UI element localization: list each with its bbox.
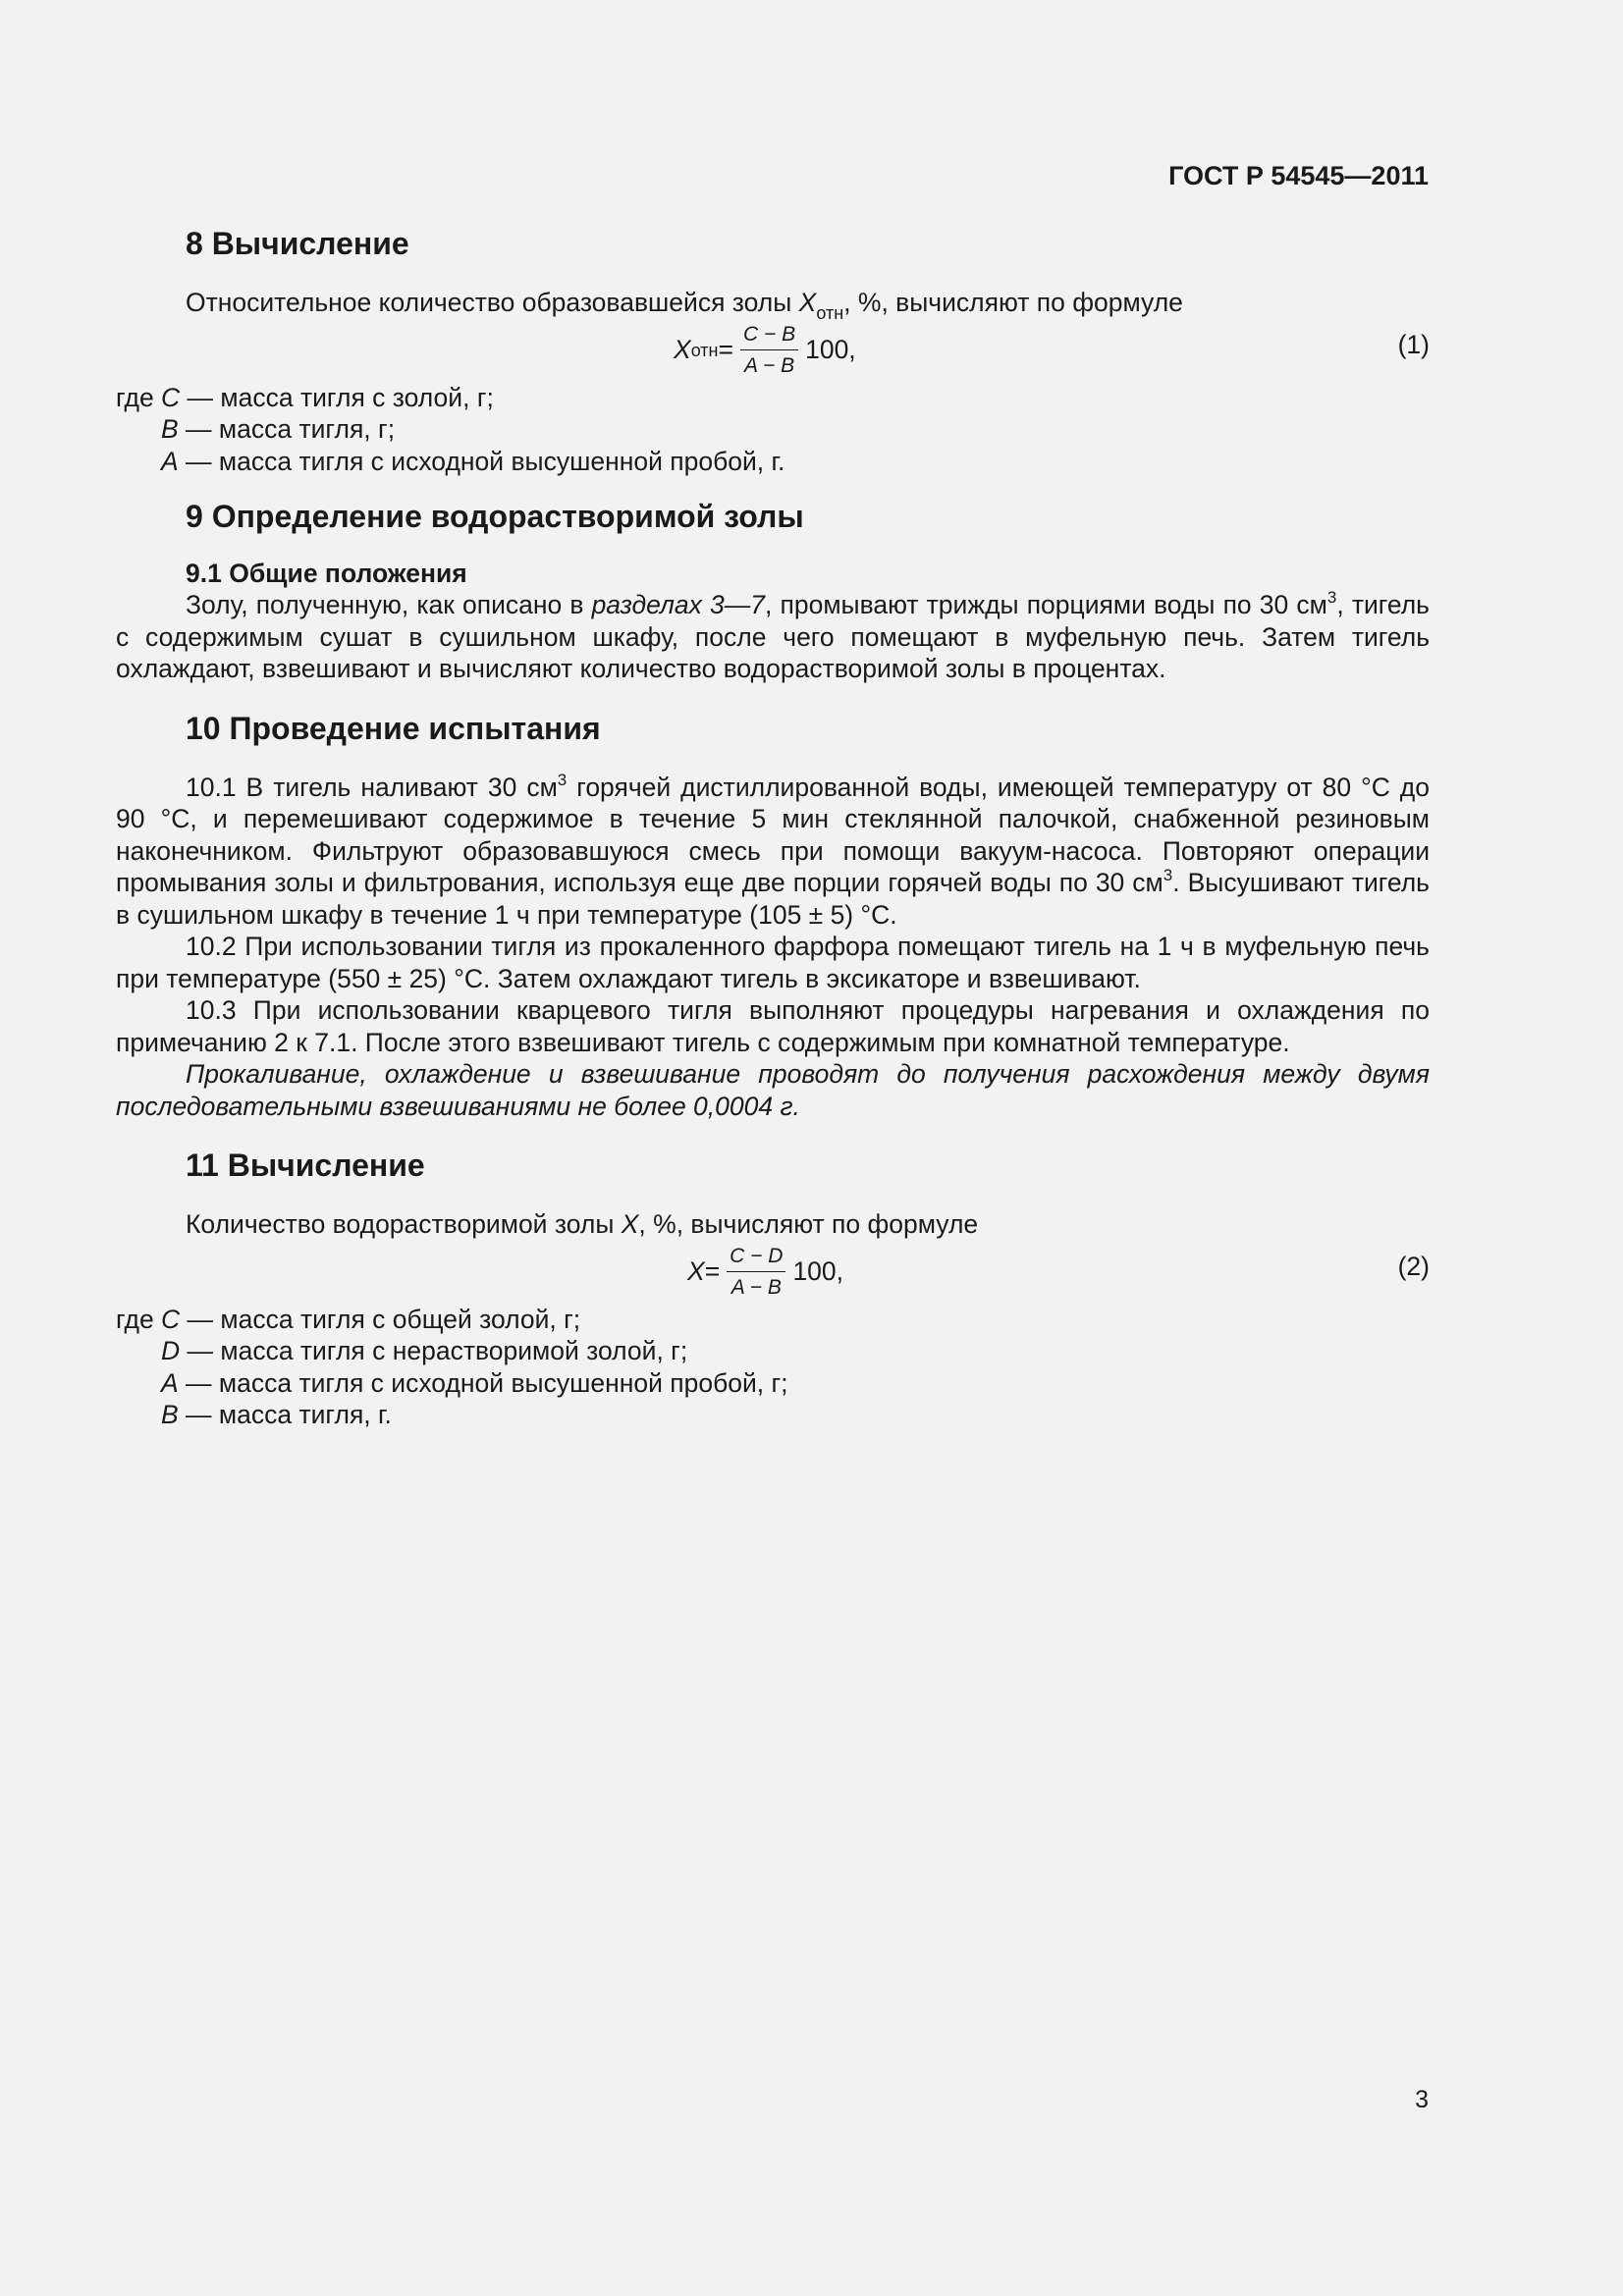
variable-symbol: X [798, 288, 817, 317]
legend-symbol: C [161, 382, 181, 412]
document-id-header: ГОСТ Р 54545—2011 [1168, 161, 1429, 190]
variable-subscript: отн [816, 303, 844, 323]
section-reference: разделах 3—7 [591, 590, 766, 619]
section-9-paragraph [116, 589, 1430, 685]
intro-text: Относительное количество образовавшейся золы [186, 288, 799, 317]
equals-sign: = [718, 335, 733, 365]
paragraph-text: , промывают трижды порциями воды по 30 см [765, 590, 1327, 619]
paragraph-text: горячей дистиллированной воды, имеющей температуру от 80 °С до 90 °С, и перемешивают содержимое в течение 5 мин стеклянной палочкой, снабженной резиновым наконечником. Фильтруют образовавшуюся смесь при помощи вакуум-насоса. Повторяют операции промывания золы и фильтрования, используя еще две порции горячей воды по 30 см [116, 772, 1430, 897]
legend-row [116, 446, 1430, 478]
formula-number: (1) [1397, 329, 1430, 359]
page-number: 3 [1415, 2086, 1429, 2113]
fraction-denominator: A − B [743, 354, 795, 377]
legend-description: — масса тигля, г; [178, 414, 396, 444]
formula-multiplier: 100, [805, 335, 856, 365]
legend-symbol: A [161, 446, 179, 476]
section-10-heading: 10 Проведение испытания [186, 710, 601, 746]
legend-description: — масса тигля с исходной высушенной пробой, г. [178, 446, 785, 476]
intro-text: , %, вычисляют по формуле [638, 1209, 979, 1239]
legend-symbol: B [161, 414, 179, 444]
legend-row [116, 1304, 1430, 1336]
formula-1 [116, 319, 1430, 382]
legend-symbol: D [161, 1336, 181, 1365]
document-body [116, 224, 1430, 1431]
formula-2-legend [116, 1304, 1430, 1431]
formula-1-expression: X отн = $\frac{C - B}{A - B}$ 100, [674, 323, 856, 377]
legend-symbol: B [161, 1400, 179, 1429]
legend-prefix: где [116, 382, 162, 412]
paragraph-text: , тигель с содержимым сушат в сушильном шкафу, после чего помещают в муфельную печь. Затем тигель охлаждают, взвешивают и вычисляют количество водорастворимой золы в процентах. [116, 590, 1430, 683]
superscript: 3 [1163, 866, 1173, 884]
legend-symbol: C [161, 1304, 181, 1334]
subsection-9-1-heading: 9.1 Общие положения [186, 559, 467, 588]
superscript: 3 [1326, 588, 1337, 607]
legend-prefix: где [116, 1304, 162, 1334]
fraction [727, 1243, 785, 1301]
legend-description: — масса тигля с общей золой, г; [180, 1304, 581, 1334]
paragraph-text: 10.1 В тигель наливают 30 см [186, 772, 558, 802]
fraction-denominator: A − B [730, 1276, 782, 1299]
formula-2-expression [687, 1241, 843, 1304]
section-8-intro [116, 287, 1430, 323]
clause-10-3: 10.3 При использовании кварцевого тигля выполняют процедуры нагревания и охлаждения по примечанию 2 к 7.1. После этого взвешивают тигель с содержимым при комнатной температуре. [116, 995, 1430, 1057]
fraction [740, 321, 798, 379]
formula-2 [116, 1241, 1430, 1304]
legend-symbol: A [161, 1367, 179, 1398]
legend-row [116, 1367, 1430, 1400]
legend-row [116, 1335, 1430, 1367]
paragraph-text: Золу, полученную, как описано в [186, 590, 592, 619]
legend-description: — масса тигля с золой, г; [180, 382, 494, 412]
formula-multiplier: 100, [792, 1256, 844, 1287]
clause-10-note: Прокаливание, охлаждение и взвешивание проводят до получения расхождения между двумя последовательными взвешиваниями не более 0,0004 г. [116, 1059, 1430, 1121]
legend-row [116, 1399, 1430, 1431]
legend-row [116, 382, 1430, 414]
formula-number: (2) [1397, 1251, 1430, 1281]
superscript: 3 [557, 770, 568, 789]
legend-description: — масса тигля с исходной высушенной пробой, г; [178, 1367, 788, 1398]
section-9-heading: 9 Определение водорастворимой золы [186, 499, 804, 534]
formula-1-legend [116, 382, 1430, 478]
intro-text: Количество водорастворимой золы [186, 1209, 622, 1239]
intro-text: , %, вычисляют по формуле [843, 288, 1183, 317]
section-8-heading: 8 Вычисление [186, 226, 409, 261]
section-11-intro [116, 1208, 1430, 1241]
legend-description: — масса тигля с нерастворимой золой, г; [180, 1336, 688, 1365]
fraction-numerator: C − B [740, 321, 798, 350]
clause-10-1 [116, 772, 1430, 932]
section-11-heading: 11 Вычисление [186, 1148, 425, 1183]
clause-10-2: 10.2 При использовании тигля из прокаленного фарфора помещают тигель на 1 ч в муфельную печь при температуре (550 ± 25) °С. Затем охлаждают тигель в эксикаторе и взвешивают. [116, 932, 1430, 993]
legend-description: — масса тигля, г. [178, 1400, 392, 1429]
legend-row [116, 413, 1430, 446]
formula-lhs: X [674, 335, 691, 365]
formula-lhs: X [687, 1256, 705, 1287]
fraction-numerator: C − D [727, 1243, 785, 1272]
variable-symbol: X [621, 1209, 639, 1239]
paragraph-text: . Высушивают тигель в сушильном шкафу в течение 1 ч при температуре (105 ± 5) °С. [116, 868, 1430, 930]
equals-sign: = [704, 1256, 721, 1287]
